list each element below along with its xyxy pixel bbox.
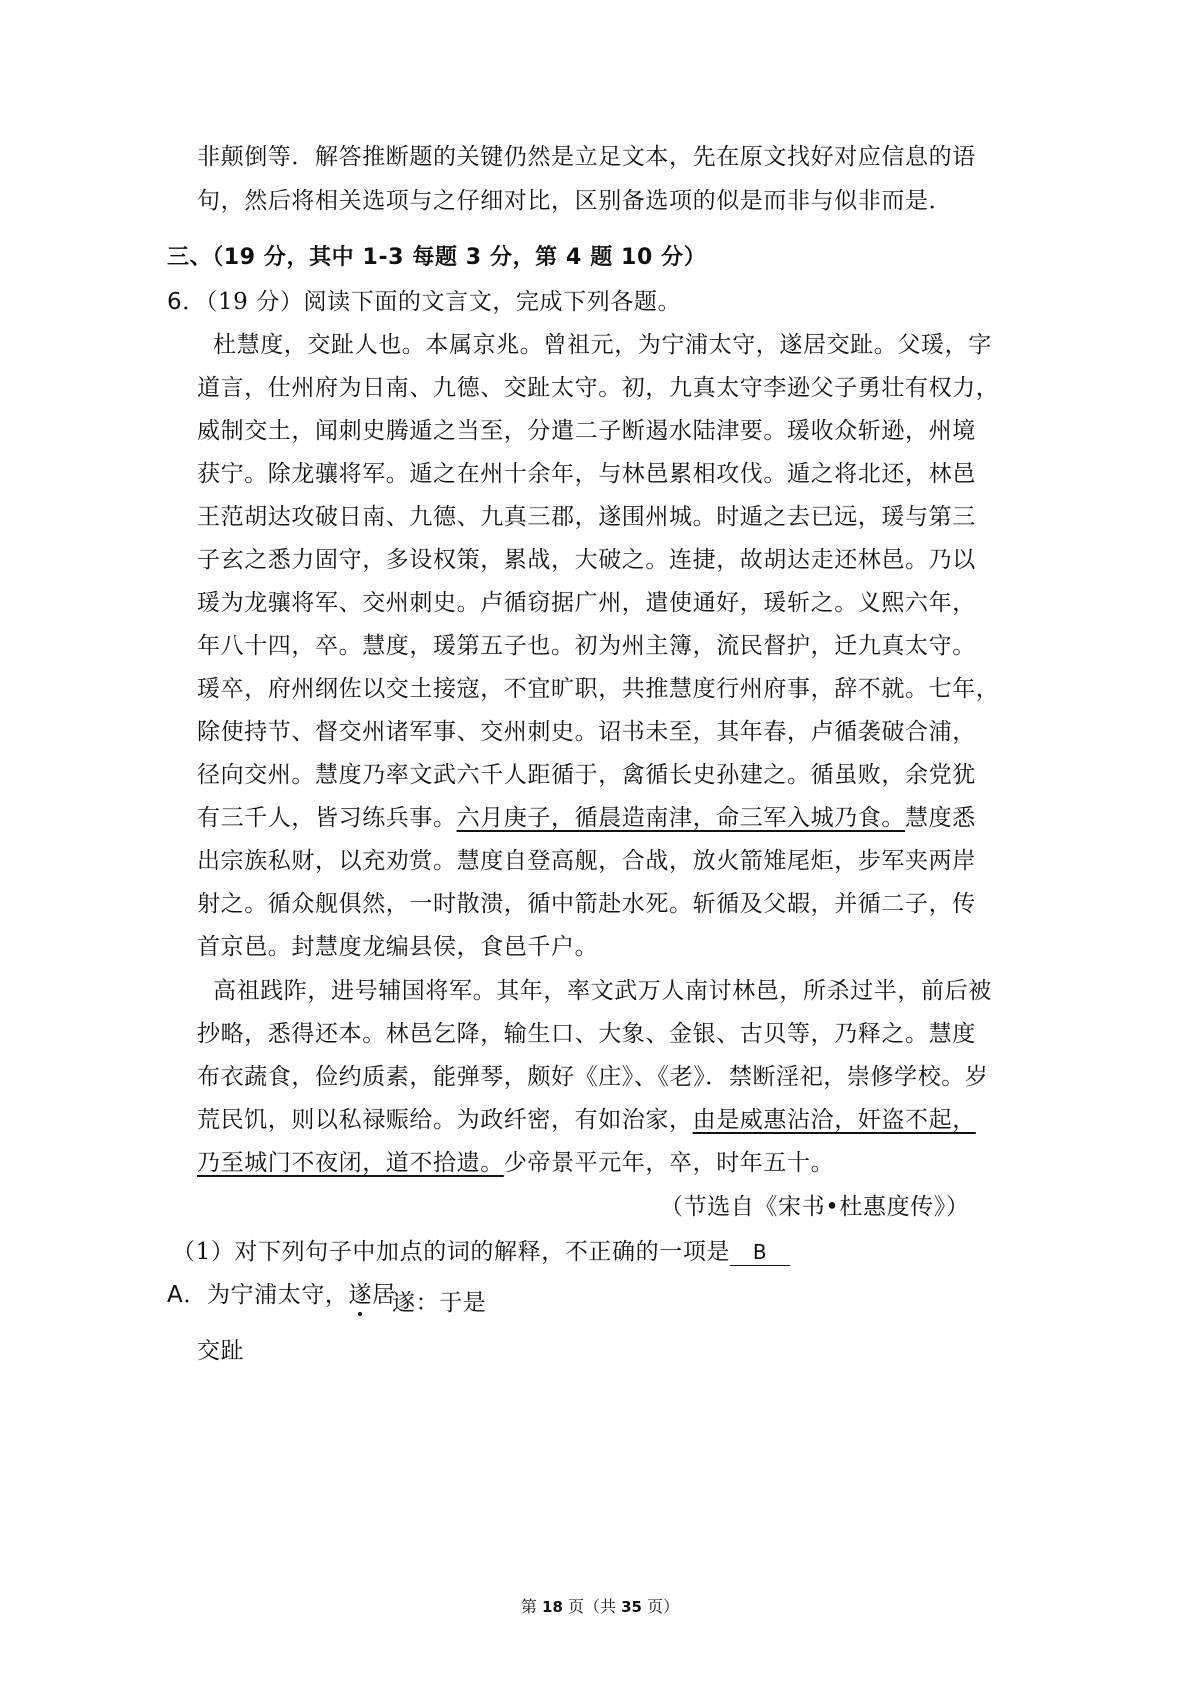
underlined-sentence-2a: 由是威惠沾洽，奸盗不起， bbox=[692, 1107, 976, 1133]
passage-line: 年八十四，卒。慧度，瑗第五子也。初为州主簿，流民督护，迁九真太守。 bbox=[197, 633, 976, 659]
intro-line-1: 非颠倒等．解答推断题的关键仍然是立足文本，先在原文找好对应信息的语 bbox=[197, 144, 976, 170]
question-stem bbox=[167, 287, 681, 317]
passage-line: 射之。循众舰俱然，一时散溃，循中箭赴水死。斩循及父嘏，并循二子，传 bbox=[197, 891, 976, 917]
page-number: 18 bbox=[542, 1598, 563, 1616]
footer-text: 页） bbox=[647, 1597, 680, 1616]
question-text: （19 分）阅读下面的文言文，完成下列各题。 bbox=[205, 289, 682, 315]
option-a-text: 为宁浦太守， bbox=[206, 1282, 349, 1308]
passage-line: 王范胡达攻破日南、九德、九真三郡，遂围州城。时遁之去已远，瑗与第三 bbox=[197, 504, 976, 530]
page-footer bbox=[0, 1596, 1200, 1618]
underlined-sentence-1: 六月庚子，循晨造南津，命三军入城乃食。 bbox=[456, 805, 906, 831]
passage-source: （节选自《宋书•杜惠度传》） bbox=[660, 1194, 970, 1220]
passage-line: 出宗族私财，以充劝赏。慧度自登高舰，合战，放火箭雉尾炬，步军夹两岸 bbox=[197, 848, 976, 874]
passage-line: 布衣蔬食，俭约质素，能弹琴，颇好《庄》、《老》．禁断淫祀，崇修学校。岁 bbox=[197, 1064, 989, 1090]
option-a-gloss: 遂：于是 bbox=[392, 1290, 487, 1316]
dotted-word: 遂 bbox=[348, 1282, 373, 1308]
option-a-continuation: 交趾 bbox=[197, 1338, 245, 1364]
passage-line-underlined bbox=[197, 803, 976, 833]
passage-line: 威制交土，闻刺史腾遁之当至，分遣二子断遏水陆津要。瑗收众斩逊，州境 bbox=[197, 418, 976, 444]
underlined-sentence-2b: 乃至城门不夜闭，道不拾遗。 bbox=[197, 1150, 504, 1176]
answer-blank: B bbox=[730, 1239, 790, 1266]
passage-line: 首京邑。封慧度龙编县侯，食邑千户。 bbox=[197, 934, 599, 960]
footer-text: 页（共 bbox=[567, 1597, 616, 1616]
passage-text: 慧度悉 bbox=[905, 805, 976, 831]
intro-line-2: 句，然后将相关选项与之仔细对比，区别备选项的似是而非与似非而是． bbox=[197, 188, 953, 214]
page-total: 35 bbox=[621, 1598, 642, 1616]
passage-line-underlined bbox=[197, 1105, 976, 1135]
passage-line: 抄略，悉得还本。林邑乞降，输生口、大象、金银、古贝等，乃释之。慧度 bbox=[197, 1021, 976, 1047]
passage-line: 除使持节、督交州诸军事、交州刺史。诏书未至，其年春，卢循袭破合浦， bbox=[197, 719, 976, 745]
passage-text: 有三千人，皆习练兵事。 bbox=[197, 805, 457, 831]
passage-line: 获宁。除龙骧将军。遁之在州十余年，与林邑累相攻伐。遁之将北还，林邑 bbox=[197, 461, 976, 487]
passage-line: 道言，仕州府为日南、九德、交趾太守。初，九真太守李逊父子勇壮有权力， bbox=[197, 375, 1000, 401]
question-number: 6． bbox=[167, 289, 206, 315]
sub-question-prompt: （1）对下列句子中加点的词的解释，不正确的一项是 bbox=[172, 1239, 731, 1265]
passage-line: 子玄之悉力固守，多设权策，累战，大破之。连捷，故胡达走还林邑。乃以 bbox=[197, 547, 976, 573]
passage-line: 径向交州。慧度乃率文武六千人距循于，禽循长史孙建之。循虽败，余党犹 bbox=[197, 762, 976, 788]
passage-line: 瑗为龙骧将军、交州刺史。卢循窃据广州，遣使通好，瑗斩之。义熙六年， bbox=[197, 590, 976, 616]
sub-question-1 bbox=[172, 1237, 790, 1267]
option-a-label: A． bbox=[167, 1282, 207, 1308]
option-a bbox=[167, 1280, 396, 1310]
passage-line: 高祖践阼，进号辅国将军。其年，率文武万人南讨林邑，所杀过半，前后被 bbox=[213, 978, 992, 1004]
passage-line: 杜慧度，交趾人也。本属京兆。曾祖元，为宁浦太守，遂居交趾。父瑗，字 bbox=[213, 332, 992, 358]
option-a-text: 居 bbox=[372, 1282, 396, 1308]
passage-text: 少帝景平元年，卒，时年五十。 bbox=[503, 1150, 835, 1176]
passage-text: 荒民饥，则以私禄赈给。为政纤密，有如治家， bbox=[197, 1107, 693, 1133]
passage-line: 瑗卒，府州纲佐以交土接寇，不宜旷职，共推慧度行州府事，辞不就。七年， bbox=[197, 676, 1000, 702]
section-heading: 三、（19 分，其中 1-3 每题 3 分，第 4 题 10 分） bbox=[167, 245, 707, 270]
passage-line-underlined bbox=[197, 1148, 834, 1178]
footer-text: 第 bbox=[520, 1597, 537, 1616]
